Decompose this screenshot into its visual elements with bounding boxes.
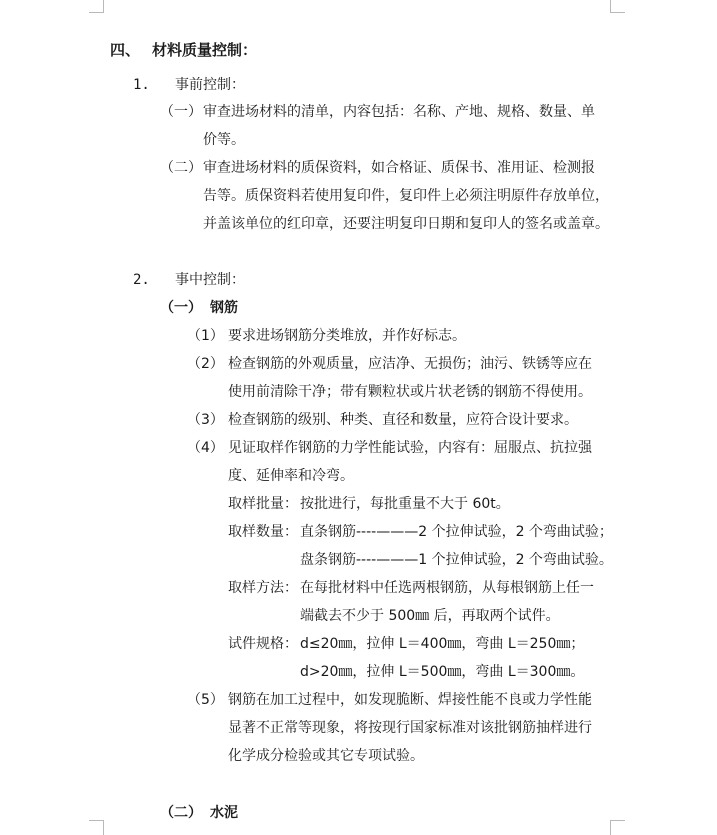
sampling-quantity-line: 直条钢筋----———2 个拉伸试验，2 个弯曲试验； <box>300 524 613 540</box>
part1-item2-marker: （二） <box>160 160 202 176</box>
item-line: 见证取样作钢筋的力学性能试验，内容有：屈服点、抗拉强 <box>228 440 592 456</box>
sampling-quantity-line: 盘条钢筋----———1 个拉伸试验，2 个弯曲试验。 <box>300 552 613 568</box>
part1-item1-line: 审查进场材料的清单，内容包括：名称、产地、规格、数量、单 <box>203 104 595 120</box>
part1-title: 事前控制： <box>175 77 245 93</box>
item-marker: （1） <box>187 328 224 344</box>
item-marker: （2） <box>187 356 224 372</box>
part2-number: 2. <box>133 272 150 288</box>
part2-title: 事中控制： <box>175 272 245 288</box>
page-corner-mark <box>610 820 625 835</box>
page-corner-mark <box>89 0 104 13</box>
part1-number: 1. <box>133 77 150 93</box>
sampling-batch-text: 按批进行，每批重量不大于 60t。 <box>300 496 510 512</box>
page-corner-mark <box>610 0 625 13</box>
sampling-method-label: 取样方法： <box>228 580 298 596</box>
item-marker: （4） <box>187 440 224 456</box>
subsection-title: 钢筋 <box>210 300 238 316</box>
sampling-quantity-label: 取样数量： <box>228 524 298 540</box>
sampling-batch-label: 取样批量： <box>228 496 298 512</box>
item-line: 度、延伸率和冷弯。 <box>228 468 354 484</box>
part1-item2-line: 审查进场材料的质保资料，如合格证、质保书、准用证、检测报 <box>203 160 595 176</box>
item-line: 使用前清除干净；带有颗粒状或片状老锈的钢筋不得使用。 <box>228 384 592 400</box>
sampling-method-line: 在每批材料中任选两根钢筋，从每根钢筋上任一 <box>300 580 594 596</box>
section-number: 四、 <box>110 41 141 59</box>
item-marker: （3） <box>187 412 224 428</box>
subsection-marker: （一） <box>160 300 202 316</box>
item-line: 钢筋在加工过程中，如发现脆断、焊接性能不良或力学性能 <box>228 692 592 708</box>
part1-item2-line: 告等。质保资料若使用复印件，复印件上必须注明原件存放单位， <box>203 188 609 204</box>
item-line: 化学成分检验或其它专项试验。 <box>228 748 424 764</box>
sampling-method-line: 端截去不少于 500㎜ 后，再取两个试件。 <box>300 608 560 624</box>
part1-item1-marker: （一） <box>160 104 202 120</box>
sampling-spec-line: d≤20㎜，拉伸 L＝400㎜，弯曲 L＝250㎜； <box>300 636 585 652</box>
item-marker: （5） <box>187 692 224 708</box>
item-line: 要求进场钢筋分类堆放，并作好标志。 <box>228 328 466 344</box>
item-line: 显著不正常等现象，将按现行国家标准对该批钢筋抽样进行 <box>228 720 592 736</box>
item-line: 检查钢筋的级别、种类、直径和数量，应符合设计要求。 <box>228 412 578 428</box>
subsection-title: 水泥 <box>210 805 238 821</box>
subsection-marker: （二） <box>160 805 202 821</box>
section-title: 材料质量控制： <box>152 41 258 59</box>
part1-item2-line: 并盖该单位的红印章，还要注明复印日期和复印人的签名或盖章。 <box>203 216 609 232</box>
part1-item1-line: 价等。 <box>203 132 245 148</box>
item-line: 检查钢筋的外观质量，应洁净、无损伤；油污、铁锈等应在 <box>228 356 592 372</box>
sampling-spec-line: d>20㎜，拉伸 L＝500㎜，弯曲 L＝300㎜。 <box>300 664 585 680</box>
sampling-spec-label: 试件规格： <box>228 636 298 652</box>
page-corner-mark <box>89 820 104 835</box>
